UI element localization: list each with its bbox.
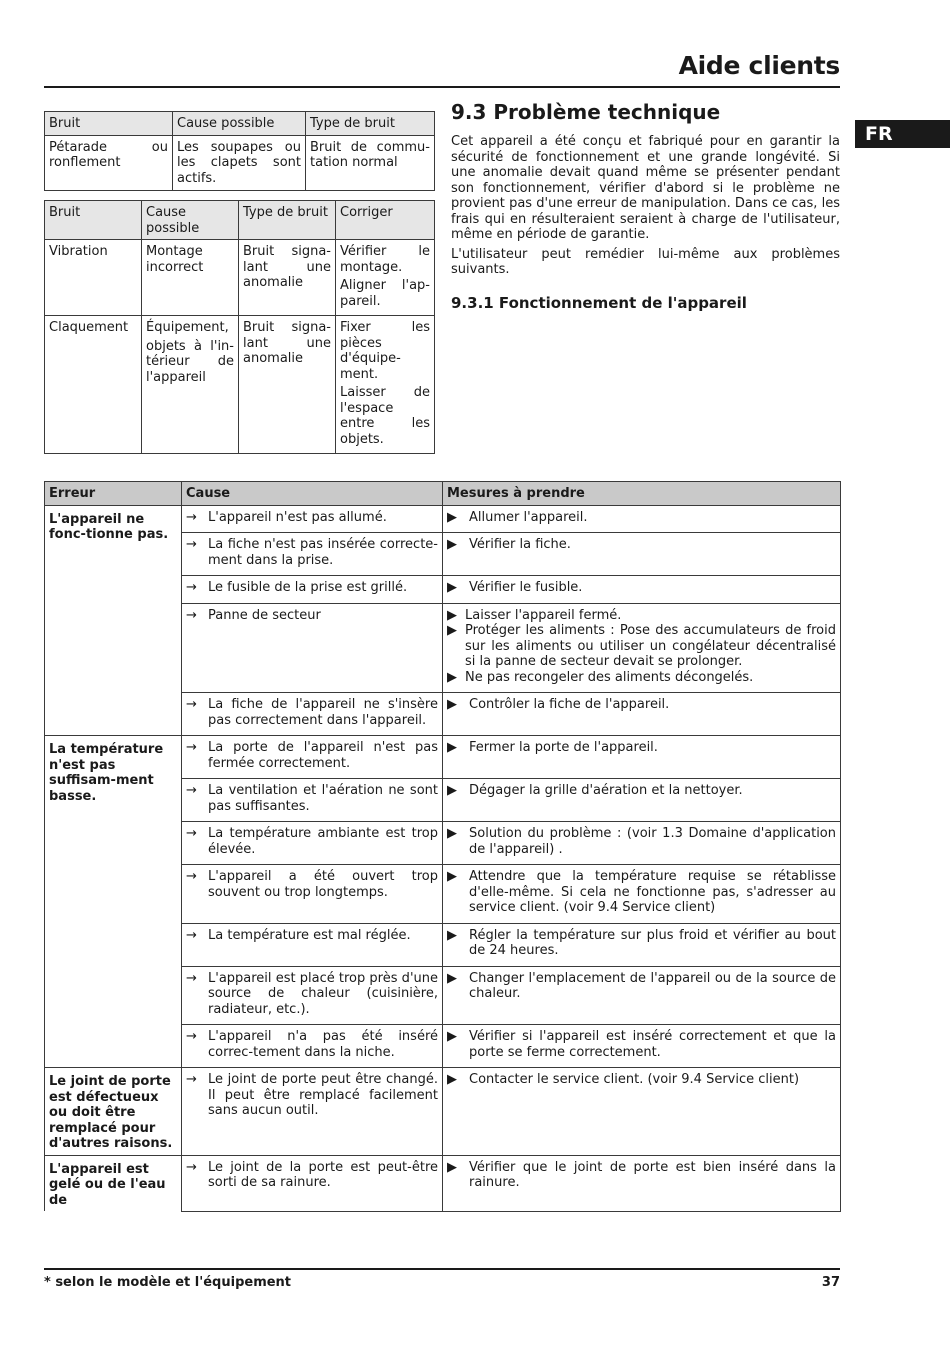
- measures-cell: [443, 505, 841, 533]
- measure-item: [447, 971, 836, 1002]
- measure-text: Ne pas recongeler des aliments décongelés.: [465, 669, 754, 685]
- measures-cell: [443, 1025, 841, 1068]
- measure-text: Dégager la grille d'aération et la nettoyer.: [469, 783, 743, 798]
- measures-cell: [443, 822, 841, 865]
- cause-item: [186, 1160, 438, 1191]
- measures-cell: [443, 1068, 841, 1156]
- arrow-right-icon: →: [186, 826, 197, 841]
- error-cell: La température n'est pas suffisam-ment basse.: [45, 736, 182, 1068]
- cause-item: [186, 783, 438, 814]
- measure-item: [447, 740, 836, 756]
- play-triangle-icon: ▶: [447, 537, 457, 552]
- cause-cell: [182, 1155, 443, 1211]
- measures-cell: [443, 923, 841, 966]
- measure-item: [447, 928, 836, 959]
- measures-list: [447, 971, 836, 1002]
- cause-cell: Les soupapes ou les clapets sont actifs.: [173, 135, 306, 190]
- arrow-right-icon: →: [186, 970, 197, 986]
- measures-cell: [443, 603, 841, 693]
- cause-text: Le joint de porte peut être changé. Il peut être remplacé facilement sans aucun outil.: [208, 1072, 438, 1118]
- fix-text: Laisser de l'espace entre les objets.: [340, 385, 430, 447]
- cause-item: [186, 971, 438, 1018]
- play-triangle-icon: ▶: [447, 1159, 457, 1175]
- subsection-title: 9.3.1 Fonctionnement de l'appareil: [451, 294, 747, 312]
- measures-cell: [443, 966, 841, 1025]
- cause-cell: [182, 505, 443, 533]
- measures-list: [447, 783, 836, 799]
- noise-type-cell: Bruit signa-lant une anomalie: [239, 240, 336, 316]
- arrow-right-icon: →: [186, 783, 197, 798]
- cause-cell: [142, 316, 239, 454]
- measure-item: [447, 580, 836, 596]
- measure-item: [447, 1029, 836, 1060]
- footer-note: * selon le modèle et l'équipement: [44, 1275, 292, 1290]
- noise-cell: Pétarade ou ronflement: [45, 135, 173, 190]
- noise-table-normal: [44, 111, 435, 191]
- measure-text: Contrôler la fiche de l'appareil.: [469, 697, 670, 712]
- cause-cell: [182, 865, 443, 924]
- measure-item: [447, 783, 836, 799]
- cause-text: La fiche n'est pas insérée correcte-ment dans la prise.: [208, 537, 438, 568]
- play-triangle-icon: ▶: [447, 826, 457, 841]
- column-header: Type de bruit: [239, 201, 336, 240]
- measure-item: [447, 670, 836, 686]
- cause-cell: [182, 923, 443, 966]
- cause-text: La température est mal réglée.: [208, 927, 411, 943]
- arrow-right-icon: →: [186, 927, 197, 943]
- cause-text: L'appareil n'est pas allumé.: [208, 509, 387, 525]
- measure-text: Vérifier que le joint de porte est bien inséré dans la rainure.: [469, 1159, 836, 1190]
- noise-type-cell: Bruit de commu-tation normal: [306, 135, 435, 190]
- error-cell: L'appareil est gelé ou de l'eau de: [45, 1155, 182, 1211]
- play-triangle-icon: ▶: [447, 623, 457, 638]
- error-cell: L'appareil ne fonc-tionne pas.: [45, 505, 182, 736]
- measure-text: Vérifier la fiche.: [469, 537, 571, 552]
- arrow-right-icon: →: [186, 740, 197, 755]
- measure-item: [447, 510, 836, 526]
- measure-text: Contacter le service client. (voir 9.4 Service client): [469, 1072, 800, 1087]
- cause-item: [186, 869, 438, 900]
- table-row: [45, 316, 435, 454]
- cause-text: Panne de secteur: [208, 607, 321, 623]
- measure-text: Fermer la porte de l'appareil.: [469, 740, 658, 755]
- play-triangle-icon: ▶: [447, 740, 457, 755]
- cause-text: La température ambiante est trop élevée.: [208, 826, 438, 857]
- measure-item: [447, 869, 836, 916]
- noise-cell: Vibration: [45, 240, 142, 316]
- measure-item: [447, 608, 836, 624]
- play-triangle-icon: ▶: [447, 1029, 457, 1044]
- measures-list: [447, 869, 836, 916]
- arrow-right-icon: →: [186, 1029, 197, 1044]
- arrow-right-icon: →: [186, 580, 197, 595]
- measure-text: Vérifier le fusible.: [469, 580, 583, 595]
- arrow-right-icon: →: [186, 869, 197, 884]
- arrow-right-icon: →: [186, 1159, 197, 1175]
- language-tab: FR: [855, 120, 950, 148]
- cause-cell: [182, 693, 443, 736]
- column-header: Mesures à prendre: [443, 482, 841, 506]
- cause-cell: [182, 779, 443, 822]
- fix-cell: [336, 240, 435, 316]
- footer-rule: [44, 1268, 840, 1270]
- measures-cell: [443, 865, 841, 924]
- play-triangle-icon: ▶: [447, 970, 457, 986]
- measures-cell: [443, 576, 841, 604]
- measures-list: [447, 608, 836, 686]
- measures-list: [447, 1029, 836, 1060]
- measure-item: [447, 697, 836, 713]
- cause-text: La fiche de l'appareil ne s'insère pas correctement dans l'appareil.: [208, 697, 438, 728]
- cause-text: L'appareil est placé trop près d'une source de chaleur (cuisinière, radiateur, etc.).: [208, 970, 438, 1017]
- play-triangle-icon: ▶: [447, 927, 457, 943]
- column-header: Cause: [182, 482, 443, 506]
- measures-list: [447, 740, 836, 756]
- cause-item: [186, 1029, 438, 1060]
- cause-text: La ventilation et l'aération ne sont pas suffisantes.: [208, 783, 438, 814]
- noise-type-cell: Bruit signa-lant une anomalie: [239, 316, 336, 454]
- cause-item: [186, 740, 438, 771]
- cause-text: Montage incorrect: [146, 244, 204, 275]
- cause-cell: [182, 736, 443, 779]
- measures-cell: [443, 779, 841, 822]
- column-header: Cause possible: [173, 112, 306, 136]
- measure-item: [447, 623, 836, 670]
- paragraph: L'utilisateur peut remédier lui-même aux problèmes suivants.: [451, 246, 840, 277]
- table-row: [45, 1155, 841, 1211]
- column-header: Bruit: [45, 201, 142, 240]
- measure-text: Attendre que la température requise se rétablisse d'elle-même. Si cela ne fonctionne pas, s'adresser au service client. (voir 9.4 Service client): [469, 869, 836, 915]
- measure-text: Vérifier si l'appareil est inséré correctement et que la porte se ferme correctement.: [469, 1029, 836, 1060]
- cause-item: [186, 826, 438, 857]
- cause-cell: [182, 966, 443, 1025]
- cause-cell: [182, 1068, 443, 1156]
- troubleshooting-table-container: [44, 481, 840, 1208]
- cause-text: L'appareil a été ouvert trop souvent ou trop longtemps.: [208, 869, 438, 900]
- measures-list: [447, 580, 836, 596]
- measures-cell: [443, 533, 841, 576]
- fix-text: Aligner l'ap-pareil.: [340, 278, 430, 309]
- measure-text: Régler la température sur plus froid et vérifier au bout de 24 heures.: [469, 927, 836, 958]
- cause-cell: [182, 1025, 443, 1068]
- column-header: Cause possible: [142, 201, 239, 240]
- play-triangle-icon: ▶: [447, 1072, 457, 1087]
- measure-text: Changer l'emplacement de l'appareil ou de la source de chaleur.: [469, 970, 836, 1001]
- play-triangle-icon: ▶: [447, 669, 457, 685]
- column-header: Corriger: [336, 201, 435, 240]
- measure-text: Allumer l'appareil.: [469, 509, 588, 525]
- paragraph: Cet appareil a été conçu et fabriqué pour en garantir la sécurité de fonctionnement et une grande longévité. Si une anomalie devait quand même se présenter pendant son fonctionnement, vérifier d'abord si le problème ne provient pas d'une erreur de manipulation. Dans ce cas, les frais qui en résulteraient seraient à charge de l'utilisateur, même en période de garantie.: [451, 134, 840, 242]
- measures-list: [447, 1072, 836, 1088]
- play-triangle-icon: ▶: [447, 783, 457, 798]
- cause-item: [186, 580, 438, 596]
- play-triangle-icon: ▶: [447, 580, 457, 595]
- measure-text: Laisser l'appareil fermé.: [465, 607, 622, 623]
- noise-table-anomaly: [44, 200, 435, 454]
- measures-cell: [443, 1155, 841, 1211]
- cause-text: Le joint de la porte est peut-être sorti de sa rainure.: [208, 1159, 438, 1190]
- cause-cell: [182, 533, 443, 576]
- measures-cell: [443, 693, 841, 736]
- measure-text: Solution du problème : (voir 1.3 Domaine d'application de l'appareil) .: [469, 826, 836, 857]
- arrow-right-icon: →: [186, 509, 197, 525]
- cause-item: [186, 697, 438, 728]
- measure-item: [447, 1160, 836, 1191]
- cause-cell: [182, 603, 443, 693]
- header-rule: [44, 86, 840, 88]
- error-cell: Le joint de porte est défectueux ou doit être remplacé pour d'autres raisons.: [45, 1068, 182, 1156]
- measures-list: [447, 928, 836, 959]
- play-triangle-icon: ▶: [447, 869, 457, 884]
- fix-text: Vérifier le montage.: [340, 244, 430, 275]
- cause-item: [186, 608, 438, 624]
- table-row: [45, 505, 841, 533]
- cause-item: [186, 510, 438, 526]
- column-header: Type de bruit: [306, 112, 435, 136]
- measures-list: [447, 537, 836, 553]
- measures-list: [447, 697, 836, 713]
- measures-list: [447, 1160, 836, 1191]
- fix-cell: [336, 316, 435, 454]
- cause-text: Le fusible de la prise est grillé.: [208, 580, 408, 595]
- measure-item: [447, 826, 836, 857]
- page-number: 37: [821, 1275, 840, 1290]
- measures-cell: [443, 736, 841, 779]
- cause-item: [186, 1072, 438, 1119]
- cause-text: L'appareil n'a pas été inséré correc-tement dans la niche.: [208, 1029, 438, 1060]
- cause-cell: [142, 240, 239, 316]
- column-header: Bruit: [45, 112, 173, 136]
- column-header: Erreur: [45, 482, 182, 506]
- cause-text: Équipement,: [146, 320, 229, 335]
- page-header-title: Aide clients: [678, 51, 840, 80]
- measure-item: [447, 537, 836, 553]
- measures-list: [447, 510, 836, 526]
- play-triangle-icon: ▶: [447, 697, 457, 712]
- table-row: [45, 240, 435, 316]
- cause-item: [186, 537, 438, 568]
- table-row: [45, 1068, 841, 1156]
- measures-list: [447, 826, 836, 857]
- arrow-right-icon: →: [186, 607, 197, 623]
- troubleshooting-table: [44, 481, 841, 1212]
- fix-text: Fixer les pièces d'équipe-ment.: [340, 320, 430, 382]
- cause-cell: [182, 576, 443, 604]
- cause-text: objets à l'in-térieur de l'appareil: [146, 338, 234, 385]
- table-row: [45, 135, 435, 190]
- play-triangle-icon: ▶: [447, 607, 457, 623]
- arrow-right-icon: →: [186, 697, 197, 712]
- cause-text: La porte de l'appareil n'est pas fermée correctement.: [208, 740, 438, 771]
- noise-cell: Claquement: [45, 316, 142, 454]
- section-body: [451, 134, 840, 282]
- section-title: 9.3 Problème technique: [451, 100, 721, 124]
- arrow-right-icon: →: [186, 537, 197, 552]
- arrow-right-icon: →: [186, 1072, 197, 1087]
- play-triangle-icon: ▶: [447, 509, 457, 525]
- measure-item: [447, 1072, 836, 1088]
- measure-text: Protéger les aliments : Pose des accumulateurs de froid sur les aliments ou utiliser un congélateur décentralisé si la panne de secteur devait se prolonger.: [465, 623, 836, 669]
- cause-item: [186, 928, 438, 944]
- table-row: [45, 736, 841, 779]
- cause-cell: [182, 822, 443, 865]
